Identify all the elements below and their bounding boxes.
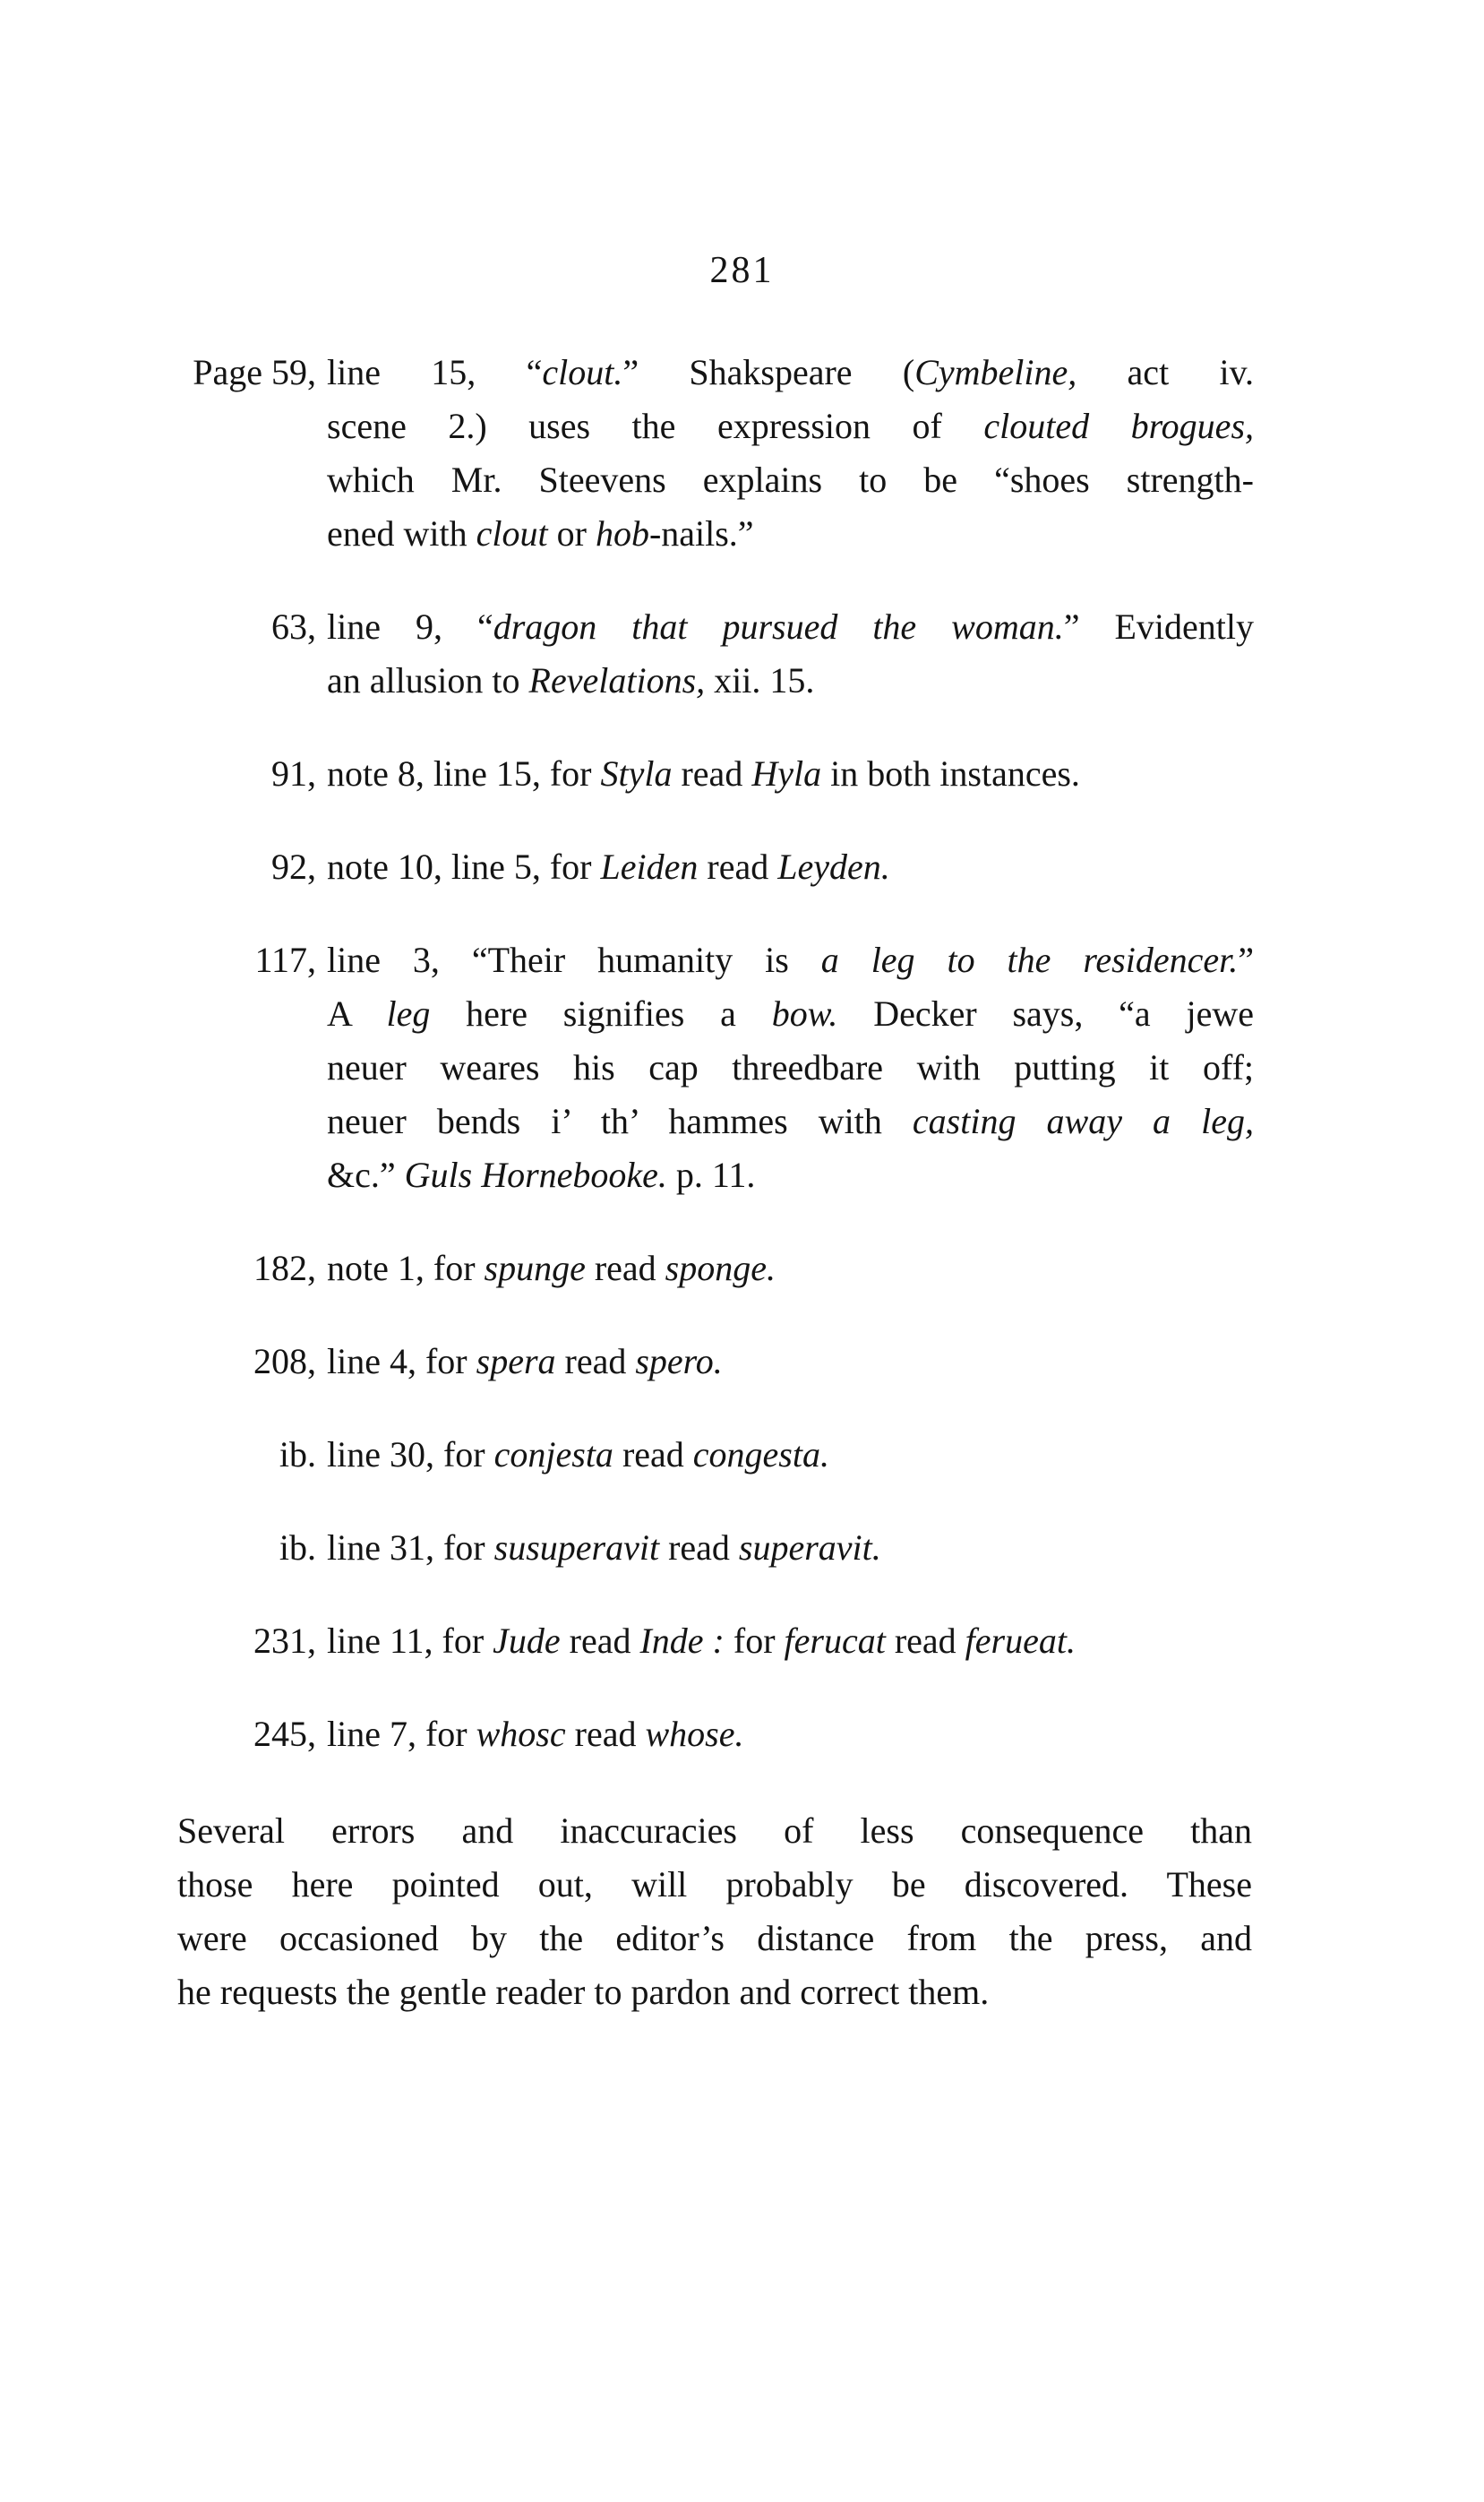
italic-text: dragon that pursued the woman. xyxy=(493,606,1064,647)
text-run: act iv. xyxy=(1077,352,1255,392)
italic-text: clouted brogues, xyxy=(983,406,1255,446)
italic-text: Jude xyxy=(493,1621,561,1661)
text-run: which Mr. Steevens explains to be “shoes strength- xyxy=(327,460,1254,500)
errata-ref: 245, xyxy=(253,1714,316,1754)
text-run: -nails.” xyxy=(648,513,754,554)
text-run: line 15, “ xyxy=(327,352,543,392)
errata-line xyxy=(327,1335,1254,1389)
errata-text xyxy=(327,600,1254,708)
italic-text: Leyden. xyxy=(777,847,890,887)
italic-text: Hyla xyxy=(751,753,822,794)
errata-entry xyxy=(179,1335,1254,1389)
italic-text: superavit. xyxy=(738,1527,881,1568)
text-run: read xyxy=(555,1341,636,1381)
errata-line xyxy=(327,987,1254,1041)
errata-line xyxy=(327,1614,1254,1668)
text-run: neuer bends i’ th’ hammes with xyxy=(327,1101,913,1141)
text-run: line 30, for xyxy=(327,1434,494,1475)
italic-text: hob xyxy=(595,513,649,554)
text-run: for xyxy=(724,1621,785,1661)
errata-entry xyxy=(179,747,1254,801)
text-run: read xyxy=(698,847,778,887)
errata-ref: 91, xyxy=(271,753,316,794)
errata-text xyxy=(327,346,1254,561)
errata-entry xyxy=(179,1242,1254,1295)
errata-ref: 231, xyxy=(253,1621,316,1661)
errata-text xyxy=(327,1521,1254,1575)
errata-text xyxy=(327,1614,1254,1668)
italic-text: casting away a leg, xyxy=(912,1101,1254,1141)
text-run: scene 2.) uses the expression of xyxy=(327,406,984,446)
errata-text xyxy=(327,1335,1254,1389)
errata-line xyxy=(327,507,1254,561)
text-run: note 8, line 15, for xyxy=(327,753,601,794)
italic-text: whosc xyxy=(476,1714,566,1754)
italic-text: clout. xyxy=(542,352,623,392)
italic-text: Guls Hornebooke. xyxy=(404,1155,667,1195)
italic-text: spera xyxy=(476,1341,556,1381)
errata-entry xyxy=(179,1614,1254,1668)
errata-line xyxy=(327,654,1254,708)
text-run: here signifies a xyxy=(430,993,772,1034)
text-run: Decker says, “a jewe xyxy=(837,993,1254,1034)
text-run: read xyxy=(885,1621,965,1661)
italic-text: sponge. xyxy=(665,1248,776,1288)
text-run: neuer weares his cap threedbare with putting it off; xyxy=(327,1047,1254,1088)
errata-ref: 182, xyxy=(253,1248,316,1288)
text-run: p. 11. xyxy=(666,1155,756,1195)
text-run: line 11, for xyxy=(327,1621,493,1661)
errata-entry xyxy=(179,600,1254,708)
text-run: line 9, “ xyxy=(327,606,493,647)
italic-text: Cymbeline, xyxy=(914,352,1077,392)
errata-ref: 117, xyxy=(254,940,316,980)
closing-note xyxy=(177,1804,1252,2019)
text-run: ened with xyxy=(327,513,476,554)
italic-text: spunge xyxy=(484,1248,586,1288)
errata-ref: Page 59, xyxy=(193,352,316,392)
text-run: line 31, for xyxy=(327,1527,494,1568)
errata-ref: 92, xyxy=(271,847,316,887)
errata-entry xyxy=(179,933,1254,1202)
errata-text xyxy=(327,840,1254,894)
errata-ref: ib. xyxy=(279,1434,316,1475)
text-run: read xyxy=(560,1621,640,1661)
closing-line: those here pointed out, will probably be discovered. These xyxy=(177,1864,1252,1904)
errata-entry xyxy=(179,840,1254,894)
text-run: note 10, line 5, for xyxy=(327,847,601,887)
errata-entry xyxy=(179,1707,1254,1761)
errata-text xyxy=(327,933,1254,1202)
errata-text xyxy=(327,1707,1254,1761)
errata-line xyxy=(327,1242,1254,1295)
italic-text: Styla xyxy=(600,753,673,794)
italic-text: susuperavit xyxy=(493,1527,660,1568)
closing-line: were occasioned by the editor’s distance from the press, and xyxy=(177,1918,1252,1958)
text-run: or xyxy=(547,513,596,554)
italic-text: congesta. xyxy=(692,1434,829,1475)
italic-text: a leg to the residencer. xyxy=(820,940,1239,980)
errata-line xyxy=(327,1428,1254,1482)
text-run: read xyxy=(672,753,752,794)
errata-list xyxy=(179,346,1254,1801)
page-number: 281 xyxy=(709,250,775,291)
text-run: A xyxy=(327,993,387,1034)
text-run: ” xyxy=(1238,940,1254,980)
text-run: read xyxy=(585,1248,665,1288)
text-run: ” Evidently xyxy=(1063,606,1255,647)
text-run: line 7, for xyxy=(327,1714,476,1754)
errata-line xyxy=(327,346,1254,400)
errata-ref: ib. xyxy=(279,1527,316,1568)
errata-text xyxy=(327,747,1254,801)
errata-entry xyxy=(179,346,1254,561)
italic-text: Inde : xyxy=(639,1621,725,1661)
errata-line xyxy=(327,840,1254,894)
errata-line xyxy=(327,1707,1254,1761)
errata-entry xyxy=(179,1521,1254,1575)
italic-text: whose. xyxy=(645,1714,744,1754)
italic-text: ferueat. xyxy=(965,1621,1076,1661)
italic-text: ferucat xyxy=(784,1621,886,1661)
errata-ref: 63, xyxy=(271,606,316,647)
text-run: xii. 15. xyxy=(705,660,815,701)
errata-line xyxy=(327,600,1254,654)
text-run: note 1, for xyxy=(327,1248,485,1288)
text-run: line 4, for xyxy=(327,1341,476,1381)
italic-text: Leiden xyxy=(600,847,699,887)
errata-ref: 208, xyxy=(253,1341,316,1381)
text-run: an allusion to xyxy=(327,660,529,701)
errata-line xyxy=(327,400,1254,453)
errata-entry xyxy=(179,1428,1254,1482)
errata-line xyxy=(327,933,1254,987)
italic-text: bow. xyxy=(771,993,838,1034)
text-run: &c.” xyxy=(327,1155,405,1195)
closing-line: he requests the gentle reader to pardon and correct them. xyxy=(177,1972,990,2012)
italic-text: conjesta xyxy=(493,1434,613,1475)
italic-text: spero. xyxy=(635,1341,723,1381)
text-run: in both instances. xyxy=(821,753,1080,794)
errata-line xyxy=(327,1095,1254,1148)
text-run: line 3, “Their humanity is xyxy=(327,940,821,980)
errata-line xyxy=(327,747,1254,801)
italic-text: clout xyxy=(476,513,548,554)
text-run: ” Shakspeare ( xyxy=(622,352,915,392)
text-run: read xyxy=(659,1527,739,1568)
text-run: read xyxy=(565,1714,646,1754)
errata-line xyxy=(327,1521,1254,1575)
errata-line xyxy=(327,1148,1254,1202)
errata-text xyxy=(327,1428,1254,1482)
errata-line xyxy=(327,453,1254,507)
italic-text: Revelations, xyxy=(528,660,706,701)
errata-text xyxy=(327,1242,1254,1295)
errata-line xyxy=(327,1041,1254,1095)
italic-text: leg xyxy=(386,993,431,1034)
text-run: read xyxy=(613,1434,693,1475)
closing-line: Several errors and inaccuracies of less consequence than xyxy=(177,1810,1252,1851)
